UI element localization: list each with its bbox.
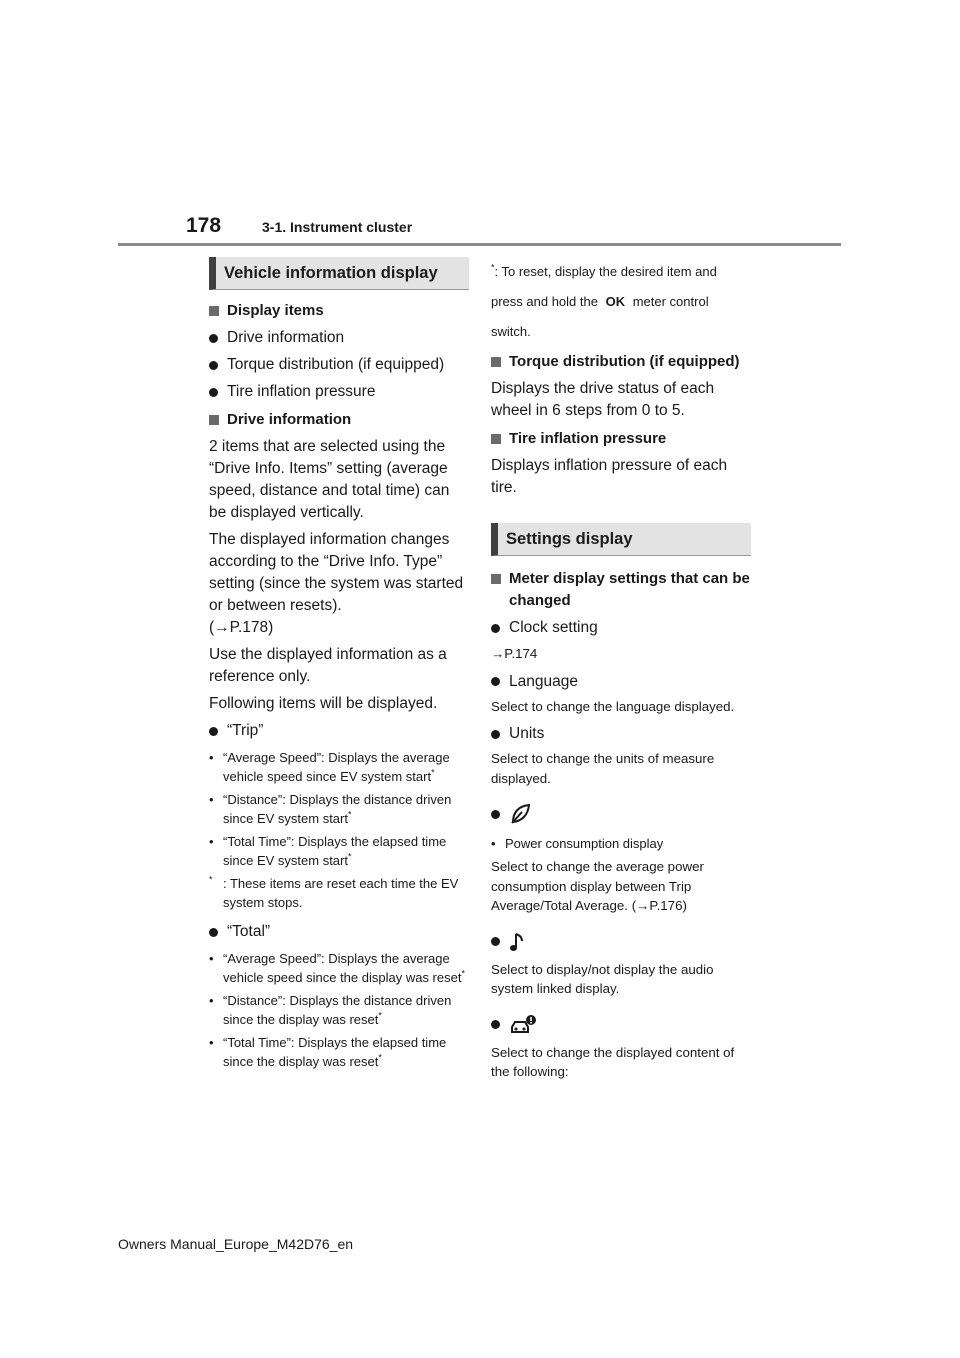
car-text: Select to change the displayed content of the following: bbox=[491, 1044, 735, 1079]
dot-bullet-icon bbox=[491, 730, 500, 739]
square-bullet-icon bbox=[491, 574, 501, 584]
list-item: • “Total Time”: Displays the elapsed time since the display was reset* bbox=[209, 1035, 447, 1069]
footer-text: Owners Manual_Europe_M42D76_en bbox=[118, 1236, 354, 1252]
square-bullet-icon bbox=[209, 306, 219, 316]
drive-info-type-paragraph: The displayed information changes according to the “Drive Info. Type” setting (since the system was started or between resets). (→P.178) bbox=[209, 531, 464, 636]
settings-display-title: Settings display bbox=[506, 529, 633, 548]
trip-footnote: * : These items are reset each time the EV system stops. bbox=[209, 874, 459, 910]
list-item: • Power consumption display bbox=[491, 836, 664, 851]
square-bullet-icon bbox=[209, 415, 219, 425]
vehicle-info-title: Vehicle information display bbox=[224, 263, 438, 282]
left-column bbox=[209, 257, 469, 1071]
page-reference: →P.174 bbox=[491, 646, 538, 661]
page-reference: (→P.178) bbox=[209, 619, 274, 636]
following-items: Following items will be displayed. bbox=[209, 695, 438, 712]
header-divider bbox=[118, 243, 841, 246]
list-item: • “Distance”: Displays the distance driven since the display was reset* bbox=[209, 993, 452, 1027]
section-title: 3-1. Instrument cluster bbox=[262, 219, 413, 235]
reference-note: Use the displayed information as a reference only. bbox=[209, 646, 447, 685]
audio-setting-item bbox=[491, 930, 751, 954]
eco-text: Select to change the average power consumption display between Trip Average/Total Average. (→P.176) bbox=[491, 859, 704, 913]
ok-button-icon: OK bbox=[605, 294, 626, 309]
square-bullet-icon bbox=[491, 434, 501, 444]
list-item: • “Distance”: Displays the distance driven since EV system start* bbox=[209, 792, 452, 826]
tire-text: Displays inflation pressure of each tire. bbox=[491, 457, 728, 496]
music-note-icon bbox=[509, 931, 527, 953]
leaf-icon bbox=[509, 803, 531, 825]
list-item: Drive information bbox=[209, 327, 469, 349]
eco-setting-item bbox=[491, 802, 751, 826]
page-number: 178 bbox=[186, 214, 222, 237]
tire-heading: Tire inflation pressure bbox=[491, 428, 751, 450]
vehicle-info-box bbox=[209, 257, 469, 290]
list-item: • “Average Speed”: Displays the average vehicle speed since EV system start* bbox=[209, 750, 450, 784]
torque-heading: Torque distribution (if equipped) bbox=[491, 351, 751, 373]
dot-bullet-icon bbox=[491, 1020, 500, 1029]
dot-bullet-icon bbox=[209, 928, 218, 937]
clock-setting-item: Clock setting bbox=[491, 617, 751, 639]
meter-settings-heading: Meter display settings that can be changed bbox=[491, 568, 751, 612]
car-setting-item bbox=[491, 1013, 751, 1037]
dot-bullet-icon bbox=[491, 624, 500, 633]
language-text: Select to change the language displayed. bbox=[491, 698, 735, 714]
list-item: Torque distribution (if equipped) bbox=[209, 354, 469, 376]
dot-bullet-icon bbox=[491, 810, 500, 819]
units-text: Select to change the units of measure displayed. bbox=[491, 751, 715, 786]
dot-bullet-icon bbox=[209, 388, 218, 397]
audio-text: Select to display/not display the audio system linked display. bbox=[491, 961, 714, 996]
dot-bullet-icon bbox=[491, 677, 500, 686]
trip-label: “Trip” bbox=[209, 720, 469, 742]
settings-display-box bbox=[491, 523, 751, 556]
list-item: Tire inflation pressure bbox=[209, 381, 469, 403]
list-item: • “Average Speed”: Displays the average vehicle speed since the display was reset* bbox=[209, 951, 465, 985]
units-item: Units bbox=[491, 723, 751, 745]
right-column bbox=[491, 257, 751, 1082]
display-items-heading: Display items bbox=[209, 300, 469, 322]
dot-bullet-icon bbox=[209, 727, 218, 736]
square-bullet-icon bbox=[491, 357, 501, 367]
dot-bullet-icon bbox=[209, 334, 218, 343]
dot-bullet-icon bbox=[491, 937, 500, 946]
drive-info-heading: Drive information bbox=[209, 409, 469, 431]
drive-info-paragraph: 2 items that are selected using the “Drive Info. Items” setting (average speed, distance and total time) can be displayed vertically. bbox=[209, 438, 450, 521]
list-item: • “Total Time”: Displays the elapsed time since EV system start* bbox=[209, 834, 447, 868]
torque-text: Displays the drive status of each wheel in 6 steps from 0 to 5. bbox=[491, 380, 715, 419]
car-info-icon bbox=[509, 1014, 537, 1036]
language-item: Language bbox=[491, 671, 751, 693]
reset-footnote: *: To reset, display the desired item and press and hold the OK meter control switch. bbox=[491, 262, 717, 339]
total-label: “Total” bbox=[209, 921, 469, 943]
dot-bullet-icon bbox=[209, 361, 218, 370]
